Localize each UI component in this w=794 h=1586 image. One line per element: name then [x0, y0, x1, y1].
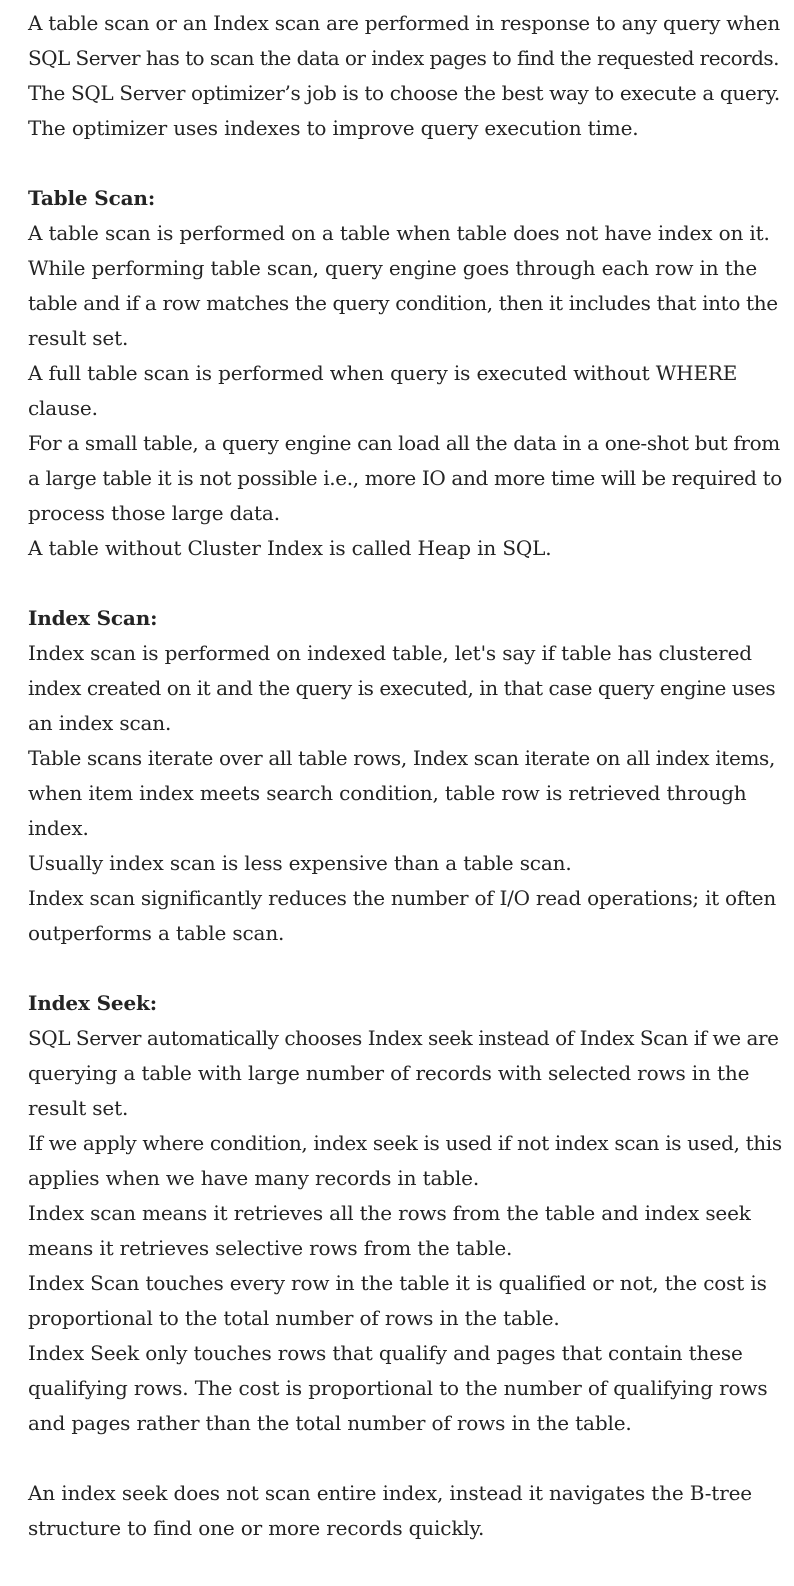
- text-line: index.: [28, 816, 89, 840]
- text-line: result set.: [28, 326, 129, 350]
- text-line: applies when we have many records in table.: [28, 1166, 480, 1190]
- paragraph-spacer: [28, 146, 770, 181]
- conclusion-paragraph: [28, 1476, 770, 1546]
- text-line: clause.: [28, 396, 98, 420]
- intro-paragraph: [28, 6, 781, 146]
- text-line: Index scan significantly reduces the number of I/O read operations; it often: [28, 886, 776, 910]
- text-line: and pages rather than the total number of rows in the table.: [28, 1411, 632, 1435]
- text-line: SQL Server has to scan the data or index pages to find the requested records.: [28, 46, 779, 70]
- paragraph-spacer: [28, 951, 770, 986]
- index-scan-heading: Index Scan:: [28, 606, 158, 630]
- text-line: A table without Cluster Index is called Heap in SQL.: [28, 536, 552, 560]
- text-line: structure to find one or more records quickly.: [28, 1516, 485, 1540]
- table-scan-heading: Table Scan:: [28, 186, 156, 210]
- text-line: outperforms a table scan.: [28, 921, 285, 945]
- text-line: A table scan or an Index scan are performed in response to any query when: [28, 11, 781, 35]
- table-scan-section: [28, 181, 782, 566]
- paragraph-spacer: [28, 566, 770, 601]
- text-line: If we apply where condition, index seek is used if not index scan is used, this: [28, 1131, 782, 1155]
- text-line: table and if a row matches the query condition, then it includes that into the: [28, 291, 778, 315]
- text-line: A full table scan is performed when query is executed without WHERE: [28, 361, 738, 385]
- text-line: Index scan means it retrieves all the rows from the table and index seek: [28, 1201, 751, 1225]
- text-line: While performing table scan, query engine goes through each row in the: [28, 256, 758, 280]
- text-line: a large table it is not possible i.e., more IO and more time will be required to: [28, 466, 782, 490]
- text-line: SQL Server automatically chooses Index seek instead of Index Scan if we are: [28, 1026, 779, 1050]
- text-line: The SQL Server optimizer’s job is to choose the best way to execute a query.: [28, 81, 780, 105]
- index-seek-section: [28, 986, 782, 1441]
- text-line: An index seek does not scan entire index, instead it navigates the B-tree: [28, 1481, 752, 1505]
- text-line: result set.: [28, 1096, 129, 1120]
- index-seek-heading: Index Seek:: [28, 991, 157, 1015]
- text-line: Index Scan touches every row in the table it is qualified or not, the cost is: [28, 1271, 767, 1295]
- text-line: when item index meets search condition, table row is retrieved through: [28, 781, 747, 805]
- text-line: Index scan is performed on indexed table, let's say if table has clustered: [28, 641, 752, 665]
- text-line: process those large data.: [28, 501, 280, 525]
- text-line: Table scans iterate over all table rows, Index scan iterate on all index items,: [28, 746, 775, 770]
- text-line: index created on it and the query is executed, in that case query engine uses: [28, 676, 776, 700]
- text-line: qualifying rows. The cost is proportional to the number of qualifying rows: [28, 1376, 768, 1400]
- text-line: Usually index scan is less expensive than a table scan.: [28, 851, 572, 875]
- paragraph-spacer: [28, 1441, 770, 1476]
- text-line: For a small table, a query engine can load all the data in a one-shot but from: [28, 431, 780, 455]
- text-line: proportional to the total number of rows in the table.: [28, 1306, 560, 1330]
- text-line: an index scan.: [28, 711, 172, 735]
- text-line: The optimizer uses indexes to improve query execution time.: [28, 116, 639, 140]
- text-line: Index Seek only touches rows that qualify and pages that contain these: [28, 1341, 743, 1365]
- text-line: querying a table with large number of records with selected rows in the: [28, 1061, 750, 1085]
- text-line: A table scan is performed on a table when table does not have index on it.: [28, 221, 770, 245]
- index-scan-section: [28, 601, 776, 951]
- text-line: means it retrieves selective rows from the table.: [28, 1236, 513, 1260]
